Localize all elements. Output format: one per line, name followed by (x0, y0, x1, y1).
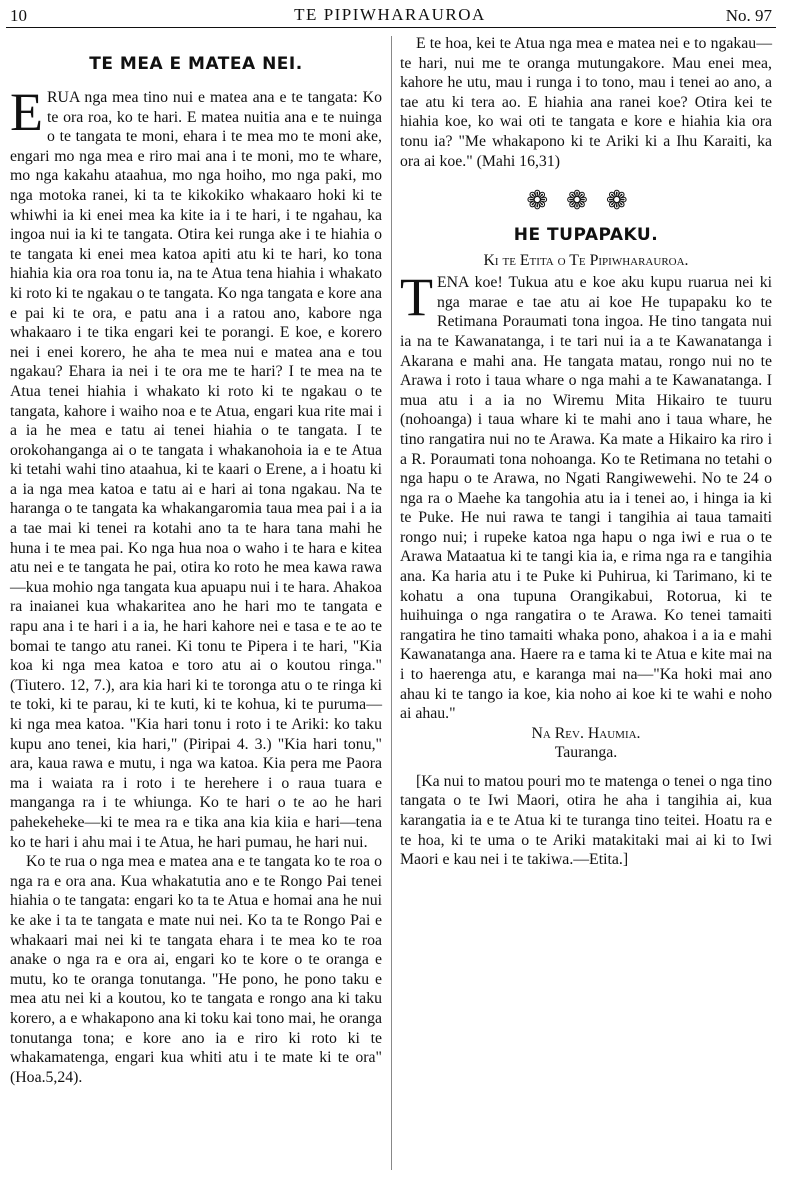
left-column (10, 34, 382, 1174)
page-header (6, 4, 774, 26)
article-paragraph: ERUA nga mea tino nui e matea ana e te tangata: Ko te ora roa, ko te hari. E matea nuitia ana e te nuinga o te tangata te moni, ehara i te mea mo te moni ake, engari mo nga mea e riro mai ana i te moni, mo te whare, mo nga kakahu ataahua, mo nga hoiho, mo nga paki, mo nga motoka ranei, ki ta te kikokiko whakaaro hoki ki te whiwhi ia ki enei mea ka kite ia i te hari, i te ngahau, ka ingoa nui ia ki te tangata. Otira kei runga ake i te hiahia o te tangata ki enei mea katoa apiti atu ki te hari, ko tona hiahia kia ora roa tonu ia, na te Atua tena hiahia i whakato ki roto ki te ngakau o te tangata. Ko nga tangata e kore ana e pai ki te ora, e patu ana i a ratou ano, kabore nga whakaaro i te tika engari kei te porangi. E koe, e korero nei i enei korero, he aha te mea nui e matea ana e tou ngakau? Ehara ia nei i te ora me te hari? I te mea na te Atua tenei hiahia i whakato ki roto ki te ngakau o te tangata, kahore i waiho noa e te Atua, engari kua rite mai i a ia he mea e tatu ai tenei hiahia o te tangata. I te orokohanganga ai o te tangata i whakanohoia ia e te Atua ki tetahi wahi tino ataahua, ki te kaari o Erene, a i hoatu ki a ia nga mea katoa e tatu ai e hari ai tona ngakau. Na te haranga o te tangata ka whakangaromia taua mea pai i a ia a tae mai ki tenei ra kotahi ano ta te hara tana mahi he huna i te mea pai. Ko nga hua noa o waho i te hara e kitea atu nei e te tangata he pai, otira ko roto he mea kawa rawa—kua mohio nga tangata kua apuapu nui i te hara. Ahakoa ra inaianei kua whakaritea ano he hari mo te tangata e rapu ana i te hari i a ia, he hari kahore nei e tasa e te ao te bomai te tango atu ranei. Ki tonu te Pipera i te hari, "Kia koa ki nga mea katoa e toro atu ai o koutou ringa." (Tiutero. 12, 7.), ara kia hari ki te toronga atu o te ringa ki te toki, ki te parau, ki te kuti, ki te kohua, ki te puruma—ki nga mea katoa. "Kia hari tonu i roto i te Ariki: ko taku kupu ano tenei, kia hari," (Piripai 4. 3.) "Kia hari tonu," ara, kaua rawa e mutu, i nga wa katoa. Kia pera me Paora ma i waiata ra i roto i te herehere i o raua tuara e manganga ra i te whiunga. Ko te hari o te ao he hari pahekeheke—ki te mea ra e tika ana kia kiia e hari—tena ko te hari i ahu mai i te Atua, he hari pumau, he hari nui. (10, 82, 382, 851)
signature: Na Rev. Haumia. (531, 724, 641, 742)
article-paragraph: TENA koe! Tukua atu e koe aku kupu ruarua nei ki nga marae e tae atu ai koe He tupapaku ko te Retimana Poraumati tona ingoa. He tino tangata nui ia na te Kawanatanga, i te tari nui ia a te Kawanatanga i Akarana e mahi ana. He tangata matau, rongo nui no te Arawa i roto i taua whare o nga mahi a te Kawanatanga. I mua atu i a ia no Wiremu Mita Hikairo te tuuru (nohoanga) i taua whare ki te mahi ano i taua whare, he tino rangatira nui no te Arawa. Ka mate a Hikairo ka riro i a R. Poraumati tona nohoanga. Ko te Retimana no tetahi o nga hapu o te Arawa, no Ngati Rangiwewehi. No te 24 o nga ra o Maehe ka tangohia atu ia i tenei ao, i hinga ia ki te Puke. He nui rawa te tangi i tangihia ai taua tamaiti rongo nui; i rupeke katoa nga hapu o nga iwi e rua o te Arawa Mataatua ki te tangi kia ia, e rima nga ra e tangihia ana. Ka haria atu i te Puke ki Puhirua, ki Tarimano, ki te kohatu a ona tupuna Orangikabui, Rotorua, ki te huihuinga o nga rangatira o te Arawa. Ko tenei tamaiti rangatira he tino tamaiti whaka pono, ahakoa i a ia e mahi Kawanatanga ana. Haere ra e tama ki te Atua e kite mai na i to haerenga atu, e karanga mai na—"Ka hoki mai ano ahau ki te tango ia koe, kia noho ai koe ki te wahi e noho ai ahau." (400, 267, 772, 723)
issue-number: No. 97 (725, 6, 772, 25)
article-paragraph: Ko te rua o nga mea e matea ana e te tangata ko te roa o nga ra e ora ana. Kua whakatutia ano e te Rongo Pai tenei hiahia o te tangata: engari ko ta te Atua e homai ana he nui ke ake i ta te tangata e mate nui nei. Ko ta te Rongo Pai e whakaari mai nei ki te tangata ehara i te mea ko te roa anake o nga ra e ora ai, engari ko te kore o te oranga e mutu, ko te oranga tonutanga. "He pono, he pono taku e mea atu nei ki a koutou, ko te tangata e rongo ana ki taku korero, a e whakapono ana ki toku kai tono mai, he oranga tonutanga tona; e kore ano ia e riro ki roto ki te whakamatenga, engari kua whiti atu i te mate ki te ora"(Hoa.5,24). (10, 853, 382, 1086)
editor-note: [Ka nui to matou pouri mo te matenga o tenei o nga tino tangata o te Iwi Maori, otira he aha i tangihia ai, kua karangatia ia e te Atua ki te turanga tino teitei. Hoatu ra e te hoa, ki te uma o te Ariki matakitaki mai ai ki to Iwi Maori e kau nei i te takiwa.—Etita.] (400, 772, 772, 869)
page-number: 10 (10, 6, 27, 25)
right-column (400, 34, 772, 1174)
ornament-divider: ❁❁❁ (526, 186, 646, 216)
column-divider (391, 36, 392, 1170)
drop-cap: T (400, 267, 433, 328)
article-subtitle: Ki te Etita o Te Pipiwharauroa. (483, 252, 689, 270)
article-title: TE MEA E MATEA NEI. (89, 54, 303, 74)
article-title: HE TUPAPAKU. (513, 225, 659, 246)
header-rule (6, 27, 776, 28)
signature-place: Tauranga. (554, 743, 618, 761)
drop-cap: E (10, 82, 43, 142)
newspaper-title: TE PIPIWHARAUROA (294, 5, 486, 24)
article-paragraph: E te hoa, kei te Atua nga mea e matea nei e to ngakau—te hari, nui me te oranga mutungakore. Mau enei mea, kahore he utu, mau i runga i to tono, mau i tenei ao ano, a tae atu ki tera ao. E hiahia ana ranei koe? Otira kei te hiahia koe, ko wai oti te tangata e kore e hiahia kia ora tonu ia? "Me whakapono ki te Ariki ki a Ihu Karaiti, ka ora ai koe." (Mahi 16,31) (400, 35, 772, 170)
